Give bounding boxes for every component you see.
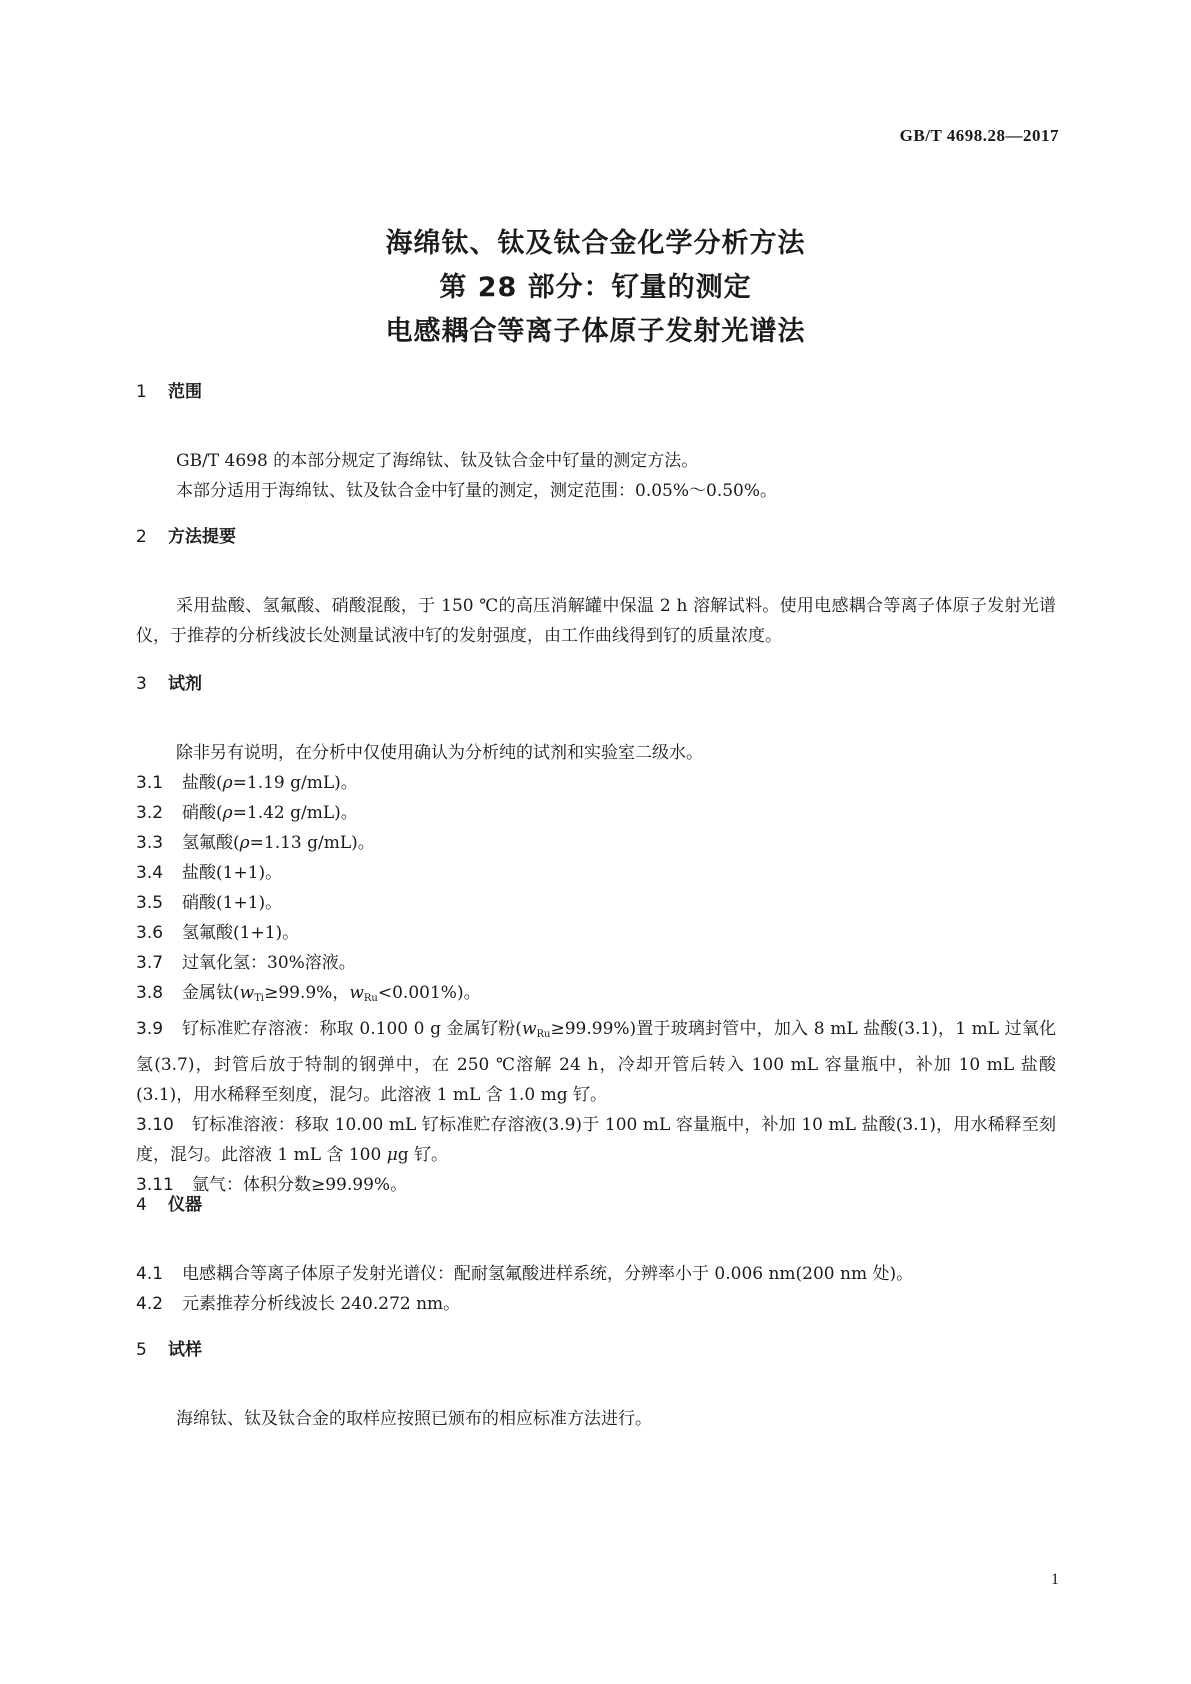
rho-symbol: ρ <box>222 803 233 823</box>
mass-fraction-symbol: w <box>521 1019 537 1039</box>
section-number: 3 <box>136 674 147 694</box>
rho-symbol: ρ <box>222 773 233 793</box>
item-text-part: 金属钛( <box>182 983 240 1003</box>
section-number: 1 <box>136 382 147 402</box>
item-number: 3.8 <box>136 983 164 1003</box>
list-item <box>136 978 1056 1014</box>
item-text: 氢氟酸(1+1)。 <box>182 923 300 943</box>
rho-symbol: ρ <box>239 833 250 853</box>
list-item <box>136 888 1056 918</box>
item-text: 硝酸(1+1)。 <box>182 893 283 913</box>
page-number: 1 <box>1051 1571 1059 1588</box>
section-number: 5 <box>136 1340 147 1360</box>
title-line-3: 电感耦合等离子体原子发射光谱法 <box>385 316 806 347</box>
item-number: 3.1 <box>136 773 164 793</box>
section-title: 方法提要 <box>168 527 236 547</box>
subscript: Ru <box>363 993 378 1004</box>
item-text: 过氧化氢：30%溶液。 <box>182 953 356 973</box>
paragraph: 本部分适用于海绵钛、钛及钛合金中钌量的测定，测定范围：0.05%～0.50%。 <box>176 481 778 501</box>
item-text <box>182 978 1056 1014</box>
list-item <box>136 1259 1056 1289</box>
section-title: 试剂 <box>168 674 202 694</box>
section-sample <box>136 1338 1056 1434</box>
title-line-1: 海绵钛、钛及钛合金化学分析方法 <box>385 228 806 259</box>
subscript: Ti <box>254 993 265 1004</box>
section-heading <box>136 1338 1056 1362</box>
paragraph: GB/T 4698 的本部分规定了海绵钛、钛及钛合金中钌量的测定方法。 <box>176 451 699 471</box>
micro-symbol: μ <box>386 1145 398 1165</box>
item-text: 氩气：体积分数≥99.99%。 <box>192 1175 408 1195</box>
section-title: 仪器 <box>168 1195 202 1215</box>
list-item <box>136 768 1056 798</box>
item-text-part: ≥99.99%)置于玻璃封管中，加入 8 mL 盐酸(3.1)，1 mL 过氧化氢(3.7)，封管后放于特制的钢弹中，在 250 ℃溶解 24 h，冷却开管后转入 100 mL 容量瓶中，补加 10 mL 盐酸(3.1)，用水稀释至刻度，混匀。此溶液 1 mL 含 1.0 mg 钌。 <box>136 1019 1056 1105</box>
list-item <box>136 858 1056 888</box>
item-text-part: =1.19 g/mL)。 <box>232 773 358 793</box>
item-text-part: <0.001%)。 <box>377 983 481 1003</box>
section-title: 范围 <box>168 382 202 402</box>
list-item <box>136 798 1056 828</box>
paragraph: 除非另有说明，在分析中仅使用确认为分析纯的试剂和实验室二级水。 <box>176 743 703 763</box>
item-number: 4.1 <box>136 1264 164 1284</box>
mass-fraction-symbol: w <box>349 983 364 1003</box>
section-heading <box>136 380 1056 404</box>
item-number: 4.2 <box>136 1294 164 1314</box>
section-number: 4 <box>136 1195 147 1215</box>
item-text-part: 硝酸( <box>182 803 223 823</box>
item-number: 3.3 <box>136 833 164 853</box>
item-text-part: 氢氟酸( <box>182 833 240 853</box>
list-item <box>136 1110 1056 1170</box>
paragraph: 海绵钛、钛及钛合金的取样应按照已颁布的相应标准方法进行。 <box>176 1409 652 1429</box>
item-text-part: g 钌。 <box>397 1145 449 1165</box>
list-item <box>136 828 1056 858</box>
item-text: 盐酸(1+1)。 <box>182 863 283 883</box>
title-line-2: 第 28 部分：钌量的测定 <box>439 272 752 303</box>
item-text <box>182 798 1056 828</box>
section-heading <box>136 672 1056 696</box>
list-item <box>136 918 1056 948</box>
list-item <box>136 948 1056 978</box>
document-title <box>0 222 1191 354</box>
item-text <box>136 1014 1056 1110</box>
item-text <box>136 1110 1056 1170</box>
section-heading <box>136 525 1056 549</box>
section-apparatus <box>136 1193 1056 1319</box>
standard-code: GB/T 4698.28—2017 <box>899 126 1059 145</box>
item-number: 3.10 <box>136 1115 174 1135</box>
item-number: 3.11 <box>136 1175 174 1195</box>
section-scope <box>136 380 1056 506</box>
section-reagents <box>136 672 1056 1200</box>
list-item <box>136 1014 1056 1110</box>
item-text <box>182 768 1056 798</box>
item-text <box>182 828 1056 858</box>
section-principle <box>136 525 1056 651</box>
mass-fraction-symbol: w <box>239 983 255 1003</box>
list-item <box>136 1289 1056 1319</box>
subscript: Ru <box>536 1029 551 1040</box>
item-text-part: 钌标准贮存溶液：称取 0.100 0 g 金属钌粉( <box>182 1019 522 1039</box>
item-number: 3.4 <box>136 863 164 883</box>
item-number: 3.7 <box>136 953 164 973</box>
item-text-part: =1.42 g/mL)。 <box>232 803 358 823</box>
item-number: 3.6 <box>136 923 164 943</box>
section-heading <box>136 1193 1056 1217</box>
section-title: 试样 <box>168 1340 202 1360</box>
item-number: 3.2 <box>136 803 164 823</box>
item-text-part: ≥99.9%， <box>264 983 350 1003</box>
item-text: 元素推荐分析线波长 240.272 nm。 <box>182 1294 461 1314</box>
item-number: 3.9 <box>136 1019 164 1039</box>
paragraph: 采用盐酸、氢氟酸、硝酸混酸，于 150 ℃的高压消解罐中保温 2 h 溶解试料。使用电感耦合等离子体原子发射光谱仪，于推荐的分析线波长处测量试液中钌的发射强度，由工作曲线得到钌的质量浓度。 <box>136 596 1056 646</box>
item-text-part: =1.13 g/mL)。 <box>249 833 375 853</box>
item-number: 3.5 <box>136 893 164 913</box>
item-text-part: 钌标准溶液：移取 10.00 mL 钌标准贮存溶液(3.9)于 100 mL 容量瓶中，补加 10 mL 盐酸(3.1)，用水稀释至刻度，混匀。此溶液 1 mL 含 100 <box>136 1115 1056 1165</box>
section-number: 2 <box>136 527 147 547</box>
item-text-part: 盐酸( <box>182 773 223 793</box>
item-text: 电感耦合等离子体原子发射光谱仪：配耐氢氟酸进样系统，分辨率小于 0.006 nm(200 nm 处)。 <box>182 1264 914 1284</box>
